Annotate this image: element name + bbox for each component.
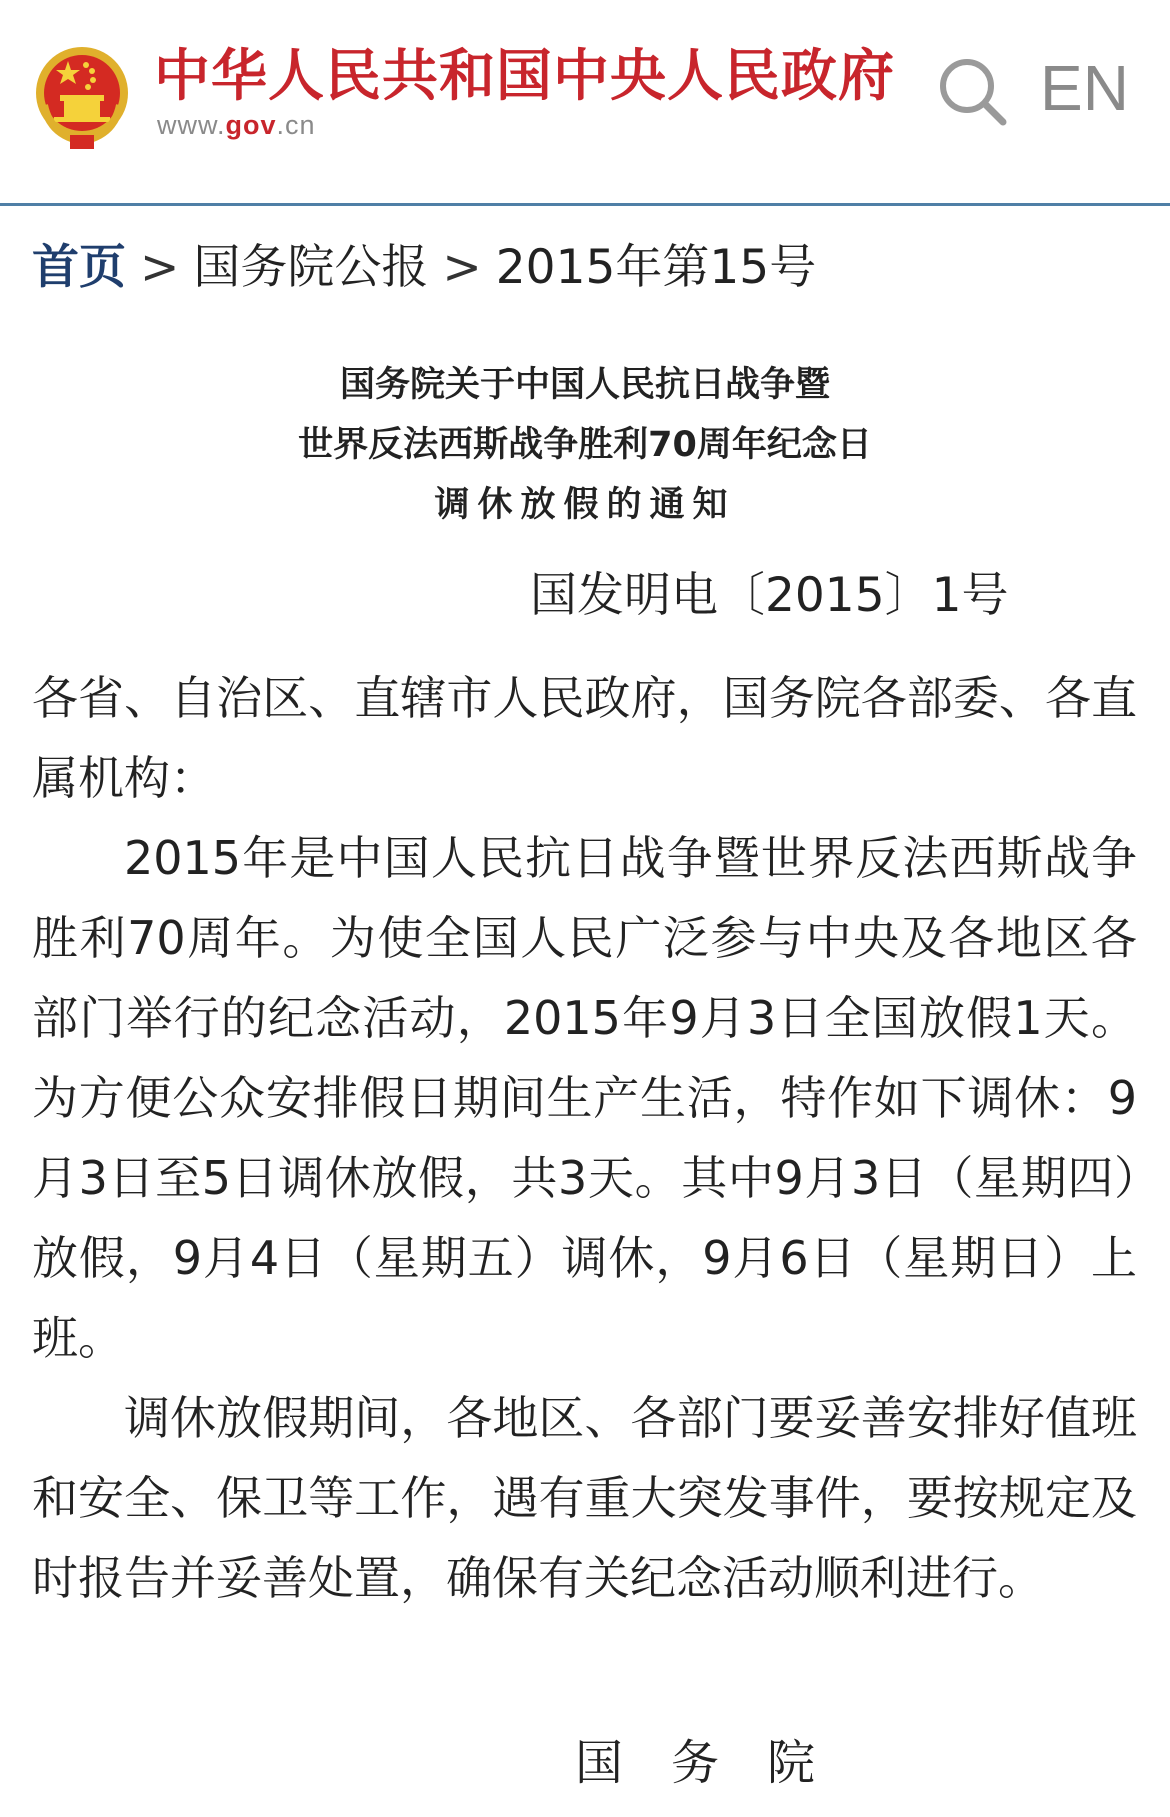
national-emblem-icon[interactable] (30, 43, 134, 151)
document-title-line-1: 国务院关于中国人民抗日战争暨 (339, 365, 830, 405)
breadcrumb-issue-link[interactable]: 2015年第15号 (495, 240, 817, 295)
url-suffix: .cn (276, 110, 316, 140)
search-icon[interactable] (935, 54, 1011, 130)
breadcrumb-home-link[interactable]: 首页 (32, 240, 126, 295)
document-number: 国发明电〔2015〕1号 (530, 568, 1009, 623)
addressee: 各省、自治区、直辖市人民政府，国务院各部委、各直属机构： (32, 671, 1137, 805)
breadcrumb (32, 240, 816, 296)
site-url[interactable] (157, 110, 316, 141)
site-header (0, 0, 1170, 206)
body-paragraph-1: 2015年是中国人民抗日战争暨世界反法西斯战争胜利70周年。为使全国人民广泛参与中央及各地区各部门举行的纪念活动，2015年9月3日全国放假1天。为方便公众安排假日期间生产生活，特作如下调休：9月3日至5日调休放假，共3天。其中9月3日（星期四）放假，9月4日（星期五）调休，9月6日（星期日）上班。 (32, 831, 1137, 1365)
document-title-line-2: 世界反法西斯战争胜利70周年纪念日 (298, 425, 872, 465)
body-paragraph-2: 调休放假期间，各地区、各部门要妥善安排好值班和安全、保卫等工作，遇有重大突发事件，要按规定及时报告并妥善处置，确保有关纪念活动顺利进行。 (32, 1391, 1137, 1605)
issuer-signature: 国务院 (575, 1735, 864, 1791)
breadcrumb-bulletin-link[interactable]: 国务院公报 (193, 240, 429, 295)
language-switch-button[interactable]: EN (1040, 52, 1129, 124)
url-prefix: www. (157, 110, 226, 140)
url-gov: gov (225, 110, 277, 140)
breadcrumb-separator: > (140, 240, 180, 295)
site-title[interactable]: 中华人民共和国中央人民政府 (154, 44, 895, 109)
document-body (32, 658, 1137, 1618)
breadcrumb-separator: > (442, 240, 482, 295)
document-title-line-3: 调休放假的通知 (434, 485, 736, 525)
